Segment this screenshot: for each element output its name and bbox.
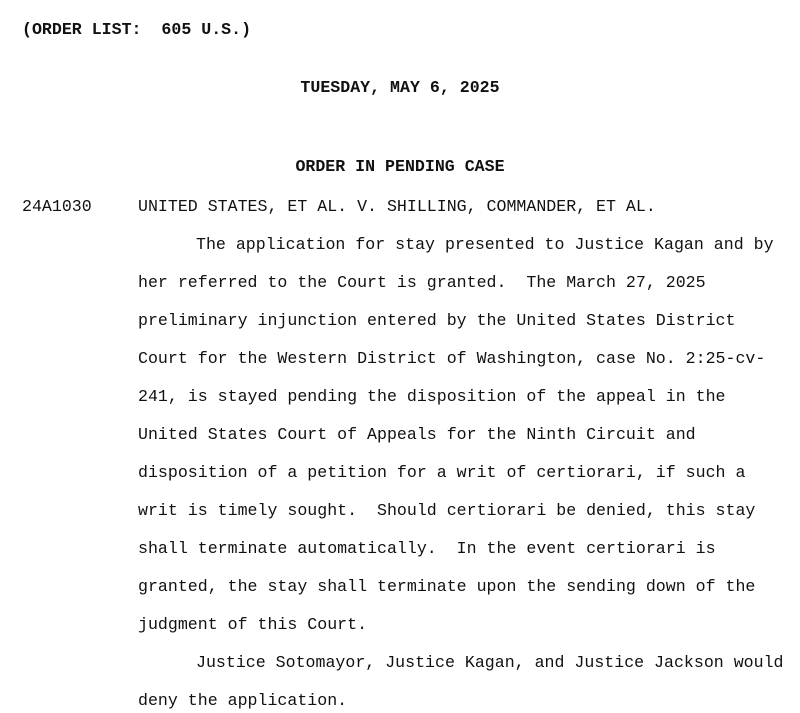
order-date: TUESDAY, MAY 6, 2025 <box>300 78 500 97</box>
paragraph-1-line: judgment of this Court. <box>138 615 368 634</box>
paragraph-1-line: 241, is stayed pending the disposition of the appeal in the <box>138 387 726 406</box>
paragraph-1-line: shall terminate automatically. In the event certiorari is <box>138 539 716 558</box>
paragraph-1-line: disposition of a petition for a writ of certiorari, if such a <box>138 463 746 482</box>
case-title: UNITED STATES, ET AL. V. SHILLING, COMMANDER, ET AL. <box>138 197 656 216</box>
paragraph-1-line: granted, the stay shall terminate upon the sending down of the <box>138 577 756 596</box>
docket-number: 24A1030 <box>22 197 92 216</box>
paragraph-2-line: Justice Sotomayor, Justice Kagan, and Justice Jackson would <box>196 653 784 672</box>
paragraph-1-line: writ is timely sought. Should certiorari be denied, this stay <box>138 501 756 520</box>
paragraph-1-line: United States Court of Appeals for the Ninth Circuit and <box>138 425 696 444</box>
section-title: ORDER IN PENDING CASE <box>295 157 505 176</box>
paragraph-1-line: her referred to the Court is granted. The March 27, 2025 <box>138 273 706 292</box>
paragraph-1-line: The application for stay presented to Justice Kagan and by <box>196 235 774 254</box>
paragraph-1-line: preliminary injunction entered by the United States District <box>138 311 736 330</box>
paragraph-2-line: deny the application. <box>138 691 348 710</box>
order-list-header: (ORDER LIST: 605 U.S.) <box>22 20 252 39</box>
paragraph-1-line: Court for the Western District of Washington, case No. 2:25-cv- <box>138 349 766 368</box>
